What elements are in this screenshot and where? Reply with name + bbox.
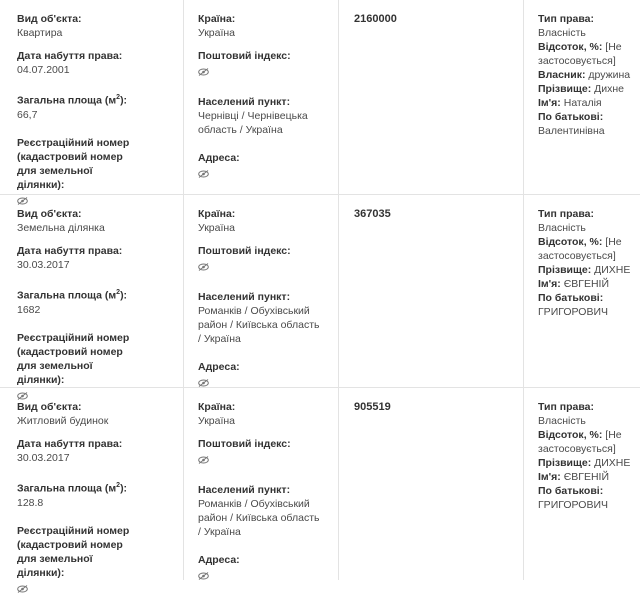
rights-cell (524, 195, 640, 387)
patronymic-label: По батькові: (538, 111, 604, 123)
patronymic-label: По батькові: (538, 485, 604, 497)
name-field: Ім'я: ЄВГЕНІЙ (538, 471, 610, 483)
eye-slash-icon (17, 585, 28, 593)
right-type-value: Власність (538, 222, 586, 234)
table-row (0, 388, 640, 580)
surname-field: Прізвище: ДИХНЕ (538, 457, 631, 469)
locality-label: Населений пункт: (198, 96, 291, 108)
locality-value: Романків / Обухівський район / Київська область / Україна (198, 305, 320, 345)
area-label: Загальна площа $(м^2)$: (17, 482, 128, 495)
acq-date-label: Дата набуття права: (17, 50, 123, 62)
location-cell (184, 195, 339, 387)
right-type-label: Тип права: (538, 13, 594, 25)
value-cell (339, 388, 524, 580)
table-row (0, 0, 640, 195)
eye-slash-icon (198, 263, 209, 271)
owner-field: Власник: дружина (538, 69, 631, 81)
object-cell (0, 0, 184, 194)
value-cell (339, 0, 524, 194)
object-type-label: Вид об'єкта: (17, 401, 82, 413)
address-label: Адреса: (198, 554, 240, 566)
country-value: Україна (198, 415, 236, 427)
country-label: Країна: (198, 401, 236, 413)
locality-label: Населений пункт: (198, 291, 291, 303)
object-value: 905519 (354, 401, 391, 413)
eye-slash-icon (198, 456, 209, 464)
address-label: Адреса: (198, 361, 240, 373)
locality-value: Чернівці / Чернівецька область / Україна (198, 110, 308, 136)
country-value: Україна (198, 222, 236, 234)
locality-label: Населений пункт: (198, 484, 291, 496)
right-type-label: Тип права: (538, 401, 594, 413)
acq-date-value: 30.03.2017 (17, 259, 70, 271)
object-type-value: Житловий будинок (17, 415, 109, 427)
locality-value: Романків / Обухівський район / Київська область / Україна (198, 498, 320, 538)
area-value: 66,7 (17, 108, 38, 121)
address-label: Адреса: (198, 152, 240, 164)
eye-slash-icon (198, 572, 209, 580)
eye-slash-icon (198, 170, 209, 178)
share-field: Відсоток, %: [Не застосовується] (538, 429, 622, 455)
object-type-label: Вид об'єкта: (17, 208, 82, 220)
acq-date-value: 04.07.2001 (17, 64, 70, 76)
patronymic-value: ГРИГОРОВИЧ (538, 499, 608, 511)
acq-date-value: 30.03.2017 (17, 452, 70, 464)
table-row (0, 195, 640, 388)
object-type-value: Земельна ділянка (17, 222, 105, 234)
rights-cell (524, 388, 640, 580)
patronymic-value: Валентинівна (538, 125, 605, 137)
rights-cell (524, 0, 640, 194)
country-value: Україна (198, 27, 236, 39)
name-field: Ім'я: ЄВГЕНІЙ (538, 278, 610, 290)
patronymic-label: По батькові: (538, 292, 604, 304)
object-value: 367035 (354, 208, 391, 220)
eye-slash-icon (198, 379, 209, 387)
object-type-value: Квартира (17, 27, 63, 39)
area-value: 1682 (17, 303, 41, 316)
share-field: Відсоток, %: [Не застосовується] (538, 236, 622, 262)
acq-date-label: Дата набуття права: (17, 245, 123, 257)
surname-field: Прізвище: Дихне (538, 83, 624, 95)
area-label: Загальна площа $(м^2)$: (17, 94, 128, 107)
reg-number-label: Реєстраційний номер (кадастровий номер для земельної ділянки): (17, 136, 130, 191)
country-label: Країна: (198, 13, 236, 25)
right-type-value: Власність (538, 27, 586, 39)
value-cell (339, 195, 524, 387)
right-type-label: Тип права: (538, 208, 594, 220)
area-value: 128.8 (17, 496, 44, 509)
location-cell (184, 0, 339, 194)
area-label: Загальна площа $(м^2)$: (17, 289, 128, 302)
postal-label: Поштовий індекс: (198, 245, 291, 257)
object-cell (0, 388, 184, 580)
object-value: 2160000 (354, 13, 397, 25)
reg-number-label: Реєстраційний номер (кадастровий номер для земельної ділянки): (17, 524, 130, 579)
acq-date-label: Дата набуття права: (17, 438, 123, 450)
postal-label: Поштовий індекс: (198, 50, 291, 62)
eye-slash-icon (198, 68, 209, 76)
name-field: Ім'я: Наталія (538, 97, 602, 109)
reg-number-label: Реєстраційний номер (кадастровий номер для земельної ділянки): (17, 331, 130, 386)
surname-field: Прізвище: ДИХНЕ (538, 264, 631, 276)
share-field: Відсоток, %: [Не застосовується] (538, 41, 622, 67)
postal-label: Поштовий індекс: (198, 438, 291, 450)
object-cell (0, 195, 184, 387)
object-type-label: Вид об'єкта: (17, 13, 82, 25)
country-label: Країна: (198, 208, 236, 220)
right-type-value: Власність (538, 415, 586, 427)
patronymic-value: ГРИГОРОВИЧ (538, 306, 608, 318)
location-cell (184, 388, 339, 580)
